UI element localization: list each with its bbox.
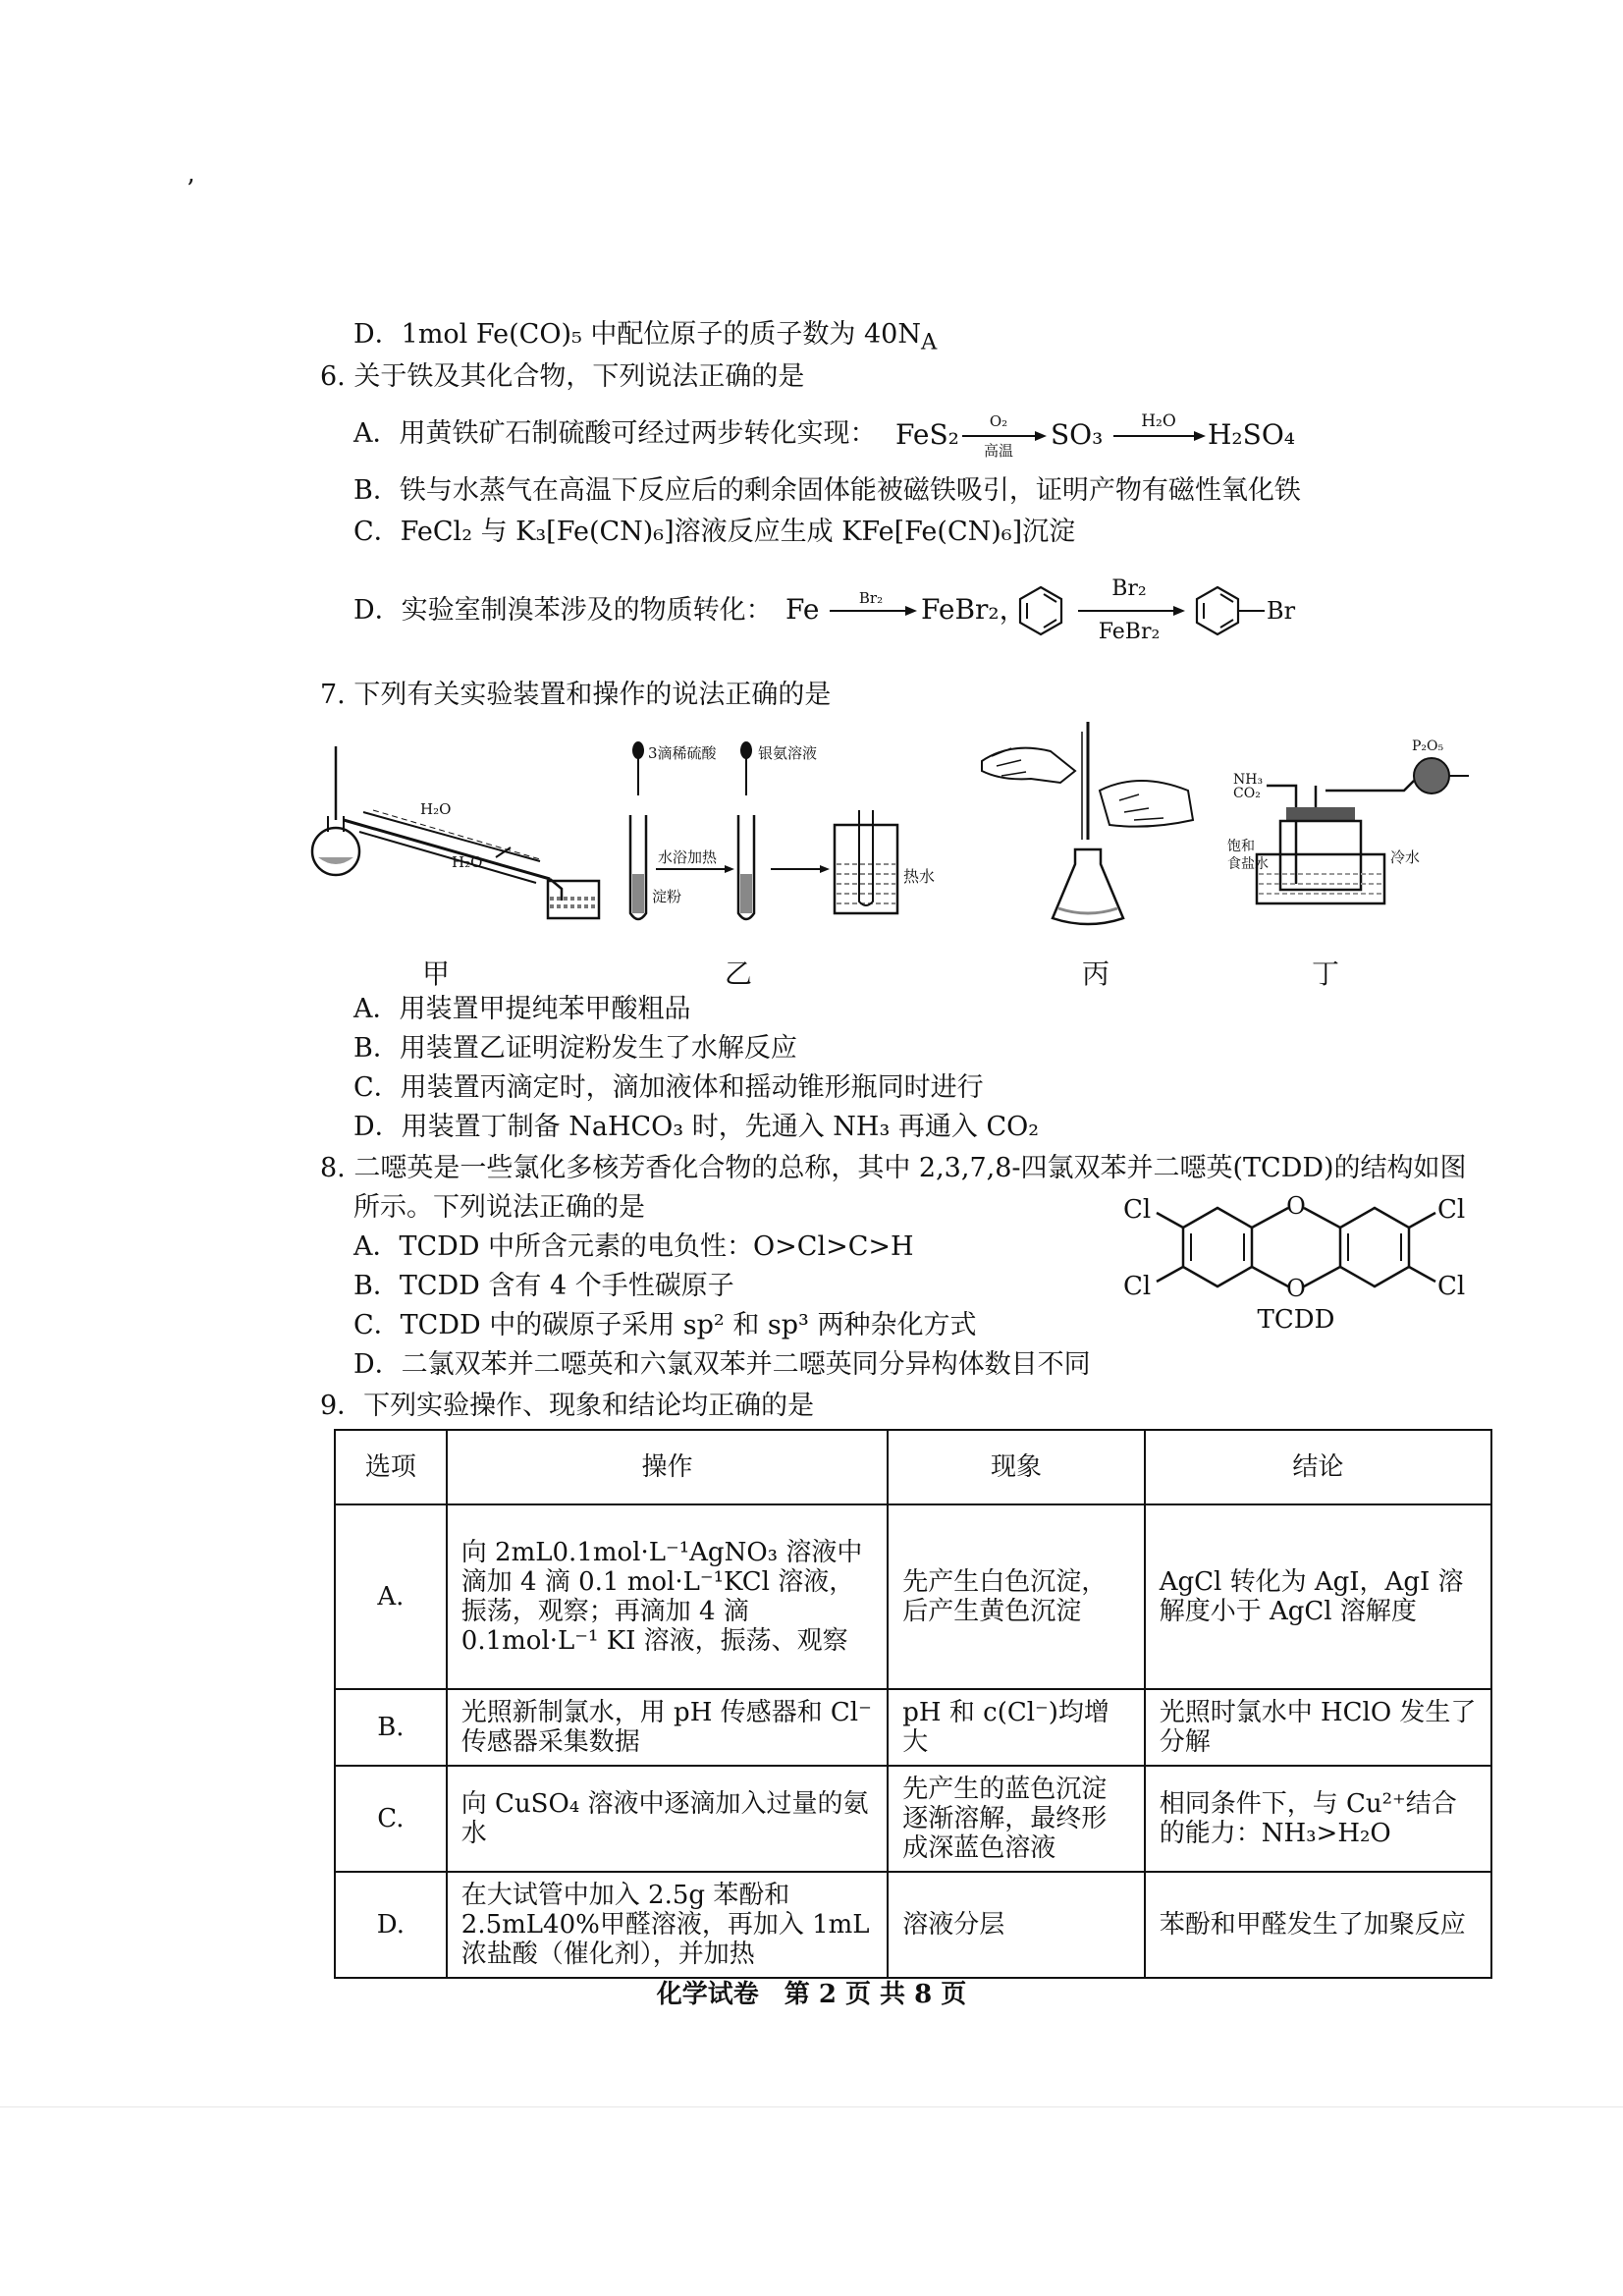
row-operation: 光照新制氯水，用 pH 传感器和 Cl⁻传感器采集数据 <box>447 1689 889 1766</box>
svg-text:NH₃: NH₃ <box>1233 772 1264 788</box>
row-option: C. <box>335 1766 447 1872</box>
svg-text:Cl: Cl <box>1437 1272 1466 1301</box>
svg-text:O: O <box>1286 1275 1306 1302</box>
q6-stem: 6. 关于铁及其化合物，下列说法正确的是 <box>320 361 805 392</box>
corner-mark: ’ <box>187 175 195 204</box>
label-ding: 丁 <box>1312 957 1340 990</box>
q8-stem-2: 所示。下列说法正确的是 <box>353 1192 645 1223</box>
bromobenzene-ring <box>1197 587 1265 634</box>
svg-text:O: O <box>1286 1192 1306 1220</box>
q6-option-a <box>353 416 877 452</box>
page-footer: 化学试卷 第 2 页 共 8 页 <box>656 1980 967 2009</box>
fe: Fe <box>785 593 820 626</box>
q8-option-c: C．TCDD 中的碳原子采用 sp² 和 sp³ 两种杂化方式 <box>353 1310 977 1340</box>
q8-option-a: A．TCDD 中所含元素的电负性：O>Cl>C>H <box>353 1231 914 1262</box>
row-conclusion: AgCl 转化为 AgI，AgI 溶解度小于 AgCl 溶解度 <box>1145 1504 1491 1689</box>
q7-option-a: A．用装置甲提纯苯甲酸粗品 <box>353 994 691 1024</box>
tcdd-label: TCDD <box>1257 1305 1335 1335</box>
q7-stem: 7. 下列有关实验装置和操作的说法正确的是 <box>320 680 832 710</box>
row-option: A. <box>335 1504 447 1689</box>
hot-water-label: 热水 <box>903 867 936 886</box>
br2-label-1: Br₂ <box>858 589 884 607</box>
apparatus-jia <box>304 741 609 928</box>
q9-stem: 9．下列实验操作、现象和结论均正确的是 <box>320 1391 815 1421</box>
header-option: 选项 <box>335 1430 447 1504</box>
q7-option-c: C．用装置丙滴定时，滴加液体和摇动锥形瓶同时进行 <box>353 1072 984 1103</box>
q6-option-d <box>353 593 773 629</box>
row-conclusion: 光照时氯水中 HClO 发生了分解 <box>1145 1689 1491 1766</box>
tcdd-structure <box>1119 1188 1483 1336</box>
q6-d-text: D．实验室制溴苯涉及的物质转化： <box>353 595 773 626</box>
header-conclusion: 结论 <box>1145 1430 1491 1504</box>
q5-option-d: D．1mol Fe(CO)₅ 中配位原子的质子数为 $40N_A$ <box>353 319 938 355</box>
svg-text:H₂O: H₂O <box>420 800 452 818</box>
svg-text:水浴加热: 水浴加热 <box>658 848 718 866</box>
h2so4: H₂SO₄ <box>1208 418 1296 451</box>
svg-text:CO₂: CO₂ <box>1233 786 1261 801</box>
svg-text:冷水: 冷水 <box>1390 848 1421 866</box>
table-row <box>335 1766 1491 1872</box>
row-phenomenon: 先产生白色沉淀，后产生黄色沉淀 <box>888 1504 1144 1689</box>
row-conclusion: 相同条件下，与 Cu²⁺结合的能力：NH₃>H₂O <box>1145 1766 1491 1872</box>
q6-a-equation <box>895 403 1347 462</box>
high-temp-label: 高温 <box>983 442 1014 460</box>
row-conclusion: 苯酚和甲醛发生了加聚反应 <box>1145 1872 1491 1978</box>
apparatus-bing <box>972 722 1208 933</box>
svg-text:Cl: Cl <box>1123 1195 1152 1225</box>
row-phenomenon: 先产生的蓝色沉淀逐渐溶解，最终形成深蓝色溶液 <box>888 1766 1144 1872</box>
table-row <box>335 1872 1491 1978</box>
q6-d-equation <box>785 568 1335 656</box>
q8-option-d: D．二氯双苯并二噁英和六氯双苯并二噁英同分异构体数目不同 <box>353 1349 1091 1380</box>
table-header-row <box>335 1430 1491 1504</box>
q7-option-d: D．用装置丁制备 NaHCO₃ 时，先通入 NH₃ 再通入 CO₂ <box>353 1112 1040 1142</box>
row-option: D. <box>335 1872 447 1978</box>
febr2: FeBr₂， <box>921 593 1027 626</box>
table-row <box>335 1689 1491 1766</box>
benzene-ring <box>1020 587 1061 634</box>
row-option: B. <box>335 1689 447 1766</box>
fes2: FeS₂ <box>895 418 959 451</box>
svg-text:食盐水: 食盐水 <box>1227 856 1269 872</box>
svg-text:Cl: Cl <box>1123 1272 1152 1301</box>
q6-option-b: B．铁与水蒸气在高温下反应后的剩余固体能被磁铁吸引，证明产物有磁性氧化铁 <box>353 475 1301 506</box>
q8-option-b: B．TCDD 含有 4 个手性碳原子 <box>353 1271 734 1301</box>
febr2-catalyst: FeBr₂ <box>1098 620 1161 644</box>
br-substituent: Br <box>1267 597 1296 625</box>
header-operation: 操作 <box>447 1430 889 1504</box>
table-row <box>335 1504 1491 1689</box>
row-phenomenon: pH 和 c(Cl⁻)均增大 <box>888 1689 1144 1766</box>
h2o-label: H₂O <box>1141 411 1176 431</box>
svg-text:淀粉: 淀粉 <box>652 888 682 905</box>
label-bing: 丙 <box>1082 957 1110 990</box>
row-operation: 向 2mL0.1mol·L⁻¹AgNO₃ 溶液中滴加 4 滴 0.1 mol·L⁻¹KCl 溶液，振荡，观察；再滴加 4 滴 0.1mol·L⁻¹ KI 溶液，振荡、观察 <box>447 1504 889 1689</box>
header-phenomenon: 现象 <box>888 1430 1144 1504</box>
svg-text:饱和: 饱和 <box>1227 839 1255 854</box>
so3: SO₃ <box>1051 418 1104 451</box>
svg-text:银氨溶液: 银氨溶液 <box>758 744 818 762</box>
label-yi: 乙 <box>725 957 753 990</box>
svg-text:Cl: Cl <box>1437 1195 1466 1225</box>
svg-text:3滴稀硫酸: 3滴稀硫酸 <box>648 744 717 762</box>
label-jia: 甲 <box>422 957 451 990</box>
q8-stem-1: 8. 二噁英是一些氯化多核芳香化合物的总称，其中 2,3,7,8-四氯双苯并二噁英(TCDD)的结构如图 <box>320 1153 1467 1183</box>
row-operation: 在大试管中加入 2.5g 苯酚和 2.5mL40%甲醛溶液，再加入 1mL 浓盐酸（催化剂），并加热 <box>447 1872 889 1978</box>
o2-label: O₂ <box>989 412 1008 430</box>
apparatus-ding <box>1217 737 1483 933</box>
svg-text:P₂O₅: P₂O₅ <box>1412 738 1444 754</box>
scan-edge <box>0 2106 1623 2107</box>
q7-option-b: B．用装置乙证明淀粉发生了水解反应 <box>353 1033 797 1064</box>
row-operation: 向 CuSO₄ 溶液中逐滴加入过量的氨水 <box>447 1766 889 1872</box>
br2-label-2: Br₂ <box>1111 576 1147 601</box>
q9-table <box>334 1429 1492 1979</box>
apparatus-yi <box>609 737 903 928</box>
q6-a-text: A．用黄铁矿石制硫酸可经过两步转化实现： <box>353 418 877 449</box>
row-phenomenon: 溶液分层 <box>888 1872 1144 1978</box>
svg-text:H₂O: H₂O <box>452 853 483 871</box>
q6-option-c: C．FeCl₂ 与 K₃[Fe(CN)₆]溶液反应生成 KFe[Fe(CN)₆]沉淀 <box>353 517 1076 547</box>
